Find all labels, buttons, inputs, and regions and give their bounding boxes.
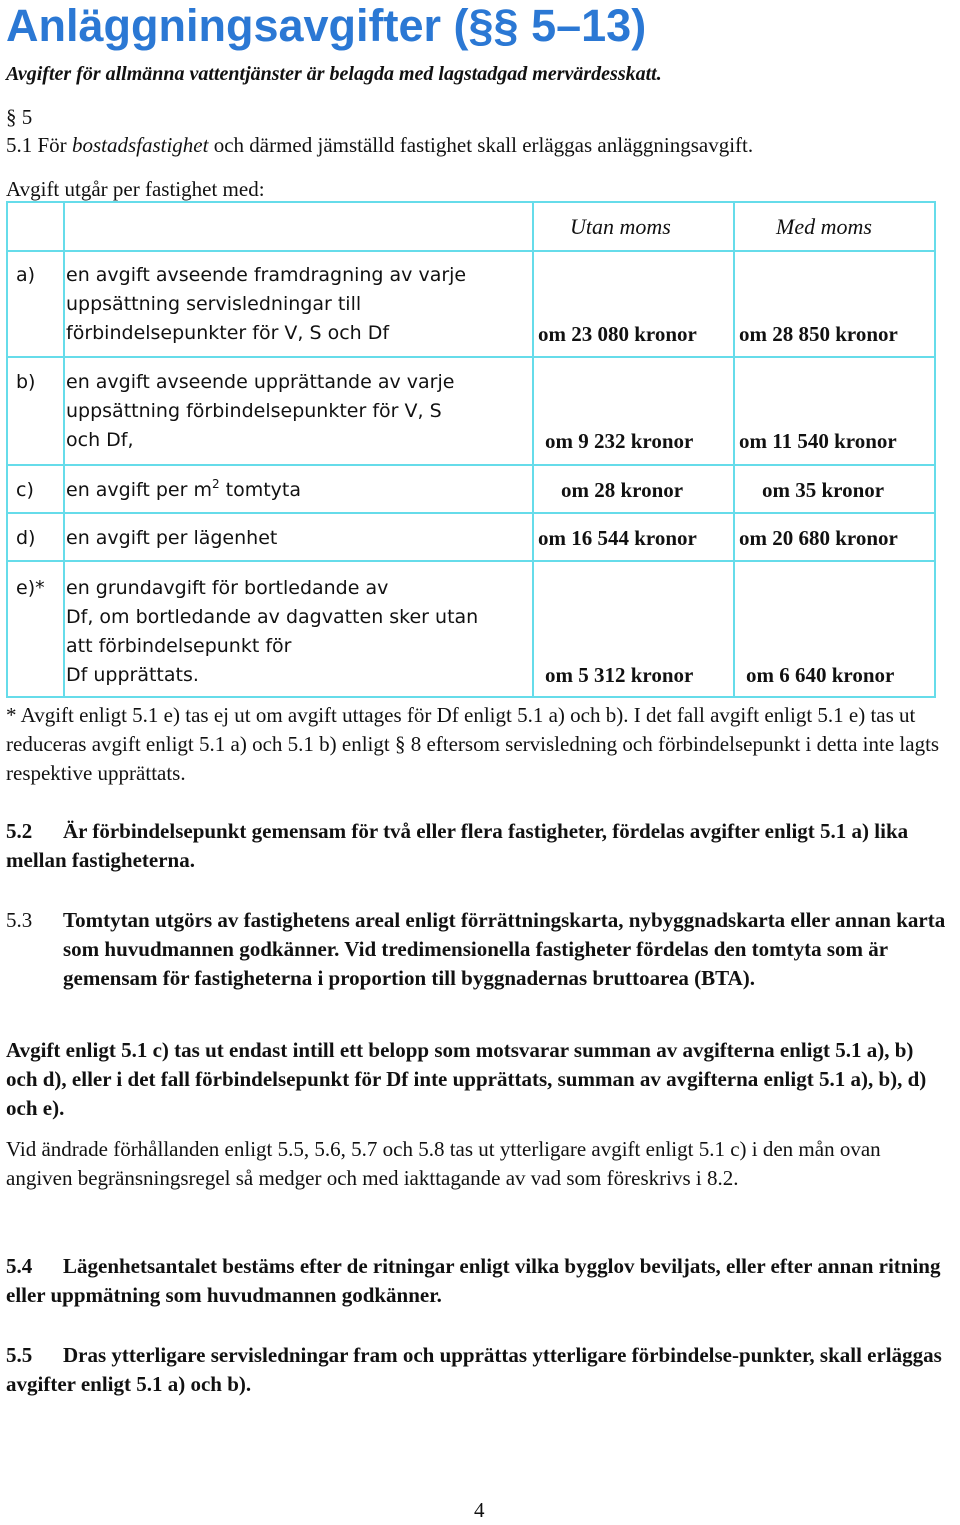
row-b-desc-3: och Df, (66, 429, 134, 451)
s52-text: Är förbindelsepunkt gemensam för två eller flera fastigheter, fördelas avgifter enligt 5.1 a) lika mellan fastigheterna. (6, 819, 909, 872)
row-e-desc-3: att förbindelsepunkt för (66, 635, 292, 657)
fee-table (6, 201, 936, 698)
row-c-text: en avgift per m (66, 479, 212, 501)
table-border (63, 201, 65, 698)
table-border (6, 356, 936, 358)
row-c-text-after: tomtyta (219, 479, 302, 501)
row-a-label: a) (16, 264, 36, 286)
row-b-label: b) (16, 371, 36, 393)
row-e-without-vat: om 5 312 kronor (545, 663, 694, 687)
s51-prefix: 5.1 För (6, 133, 72, 157)
table-border (6, 201, 8, 698)
row-d-label: d) (16, 527, 36, 549)
table-border (6, 464, 936, 466)
row-e-label: e)* (16, 577, 45, 599)
row-e-with-vat: om 6 640 kronor (746, 663, 895, 687)
row-b-without-vat: om 9 232 kronor (545, 429, 694, 453)
changed-conditions-paragraph: Vid ändrade förhållanden enligt 5.5, 5.6, 5.7 och 5.8 tas ut ytterligare avgift enligt 5.1 c) i den mån ovan angiven begränsningsregel så medger och med iakttagande av vad som föreskrivs i 8.2. (6, 1137, 881, 1190)
row-d-desc: en avgift per lägenhet (66, 527, 278, 549)
section-5-1-intro (6, 131, 753, 160)
table-border (532, 201, 534, 698)
header-without-vat: Utan moms (570, 214, 671, 239)
row-c-sup: 2 (211, 477, 220, 491)
section-5-5 (6, 1341, 946, 1399)
row-c-with-vat: om 35 kronor (762, 478, 885, 502)
row-a-desc-2: uppsättning servisledningar till (66, 293, 362, 315)
row-a-desc-1: en avgift avseende framdragning av varje (66, 264, 467, 286)
s51-italic: bostadsfastighet (71, 133, 209, 157)
table-border (6, 250, 936, 252)
row-a-desc-3: förbindelsepunkter för V, S och Df (66, 322, 390, 344)
s54-number: 5.4 (6, 1254, 33, 1278)
row-e-desc-2: Df, om bortledande av dagvatten sker utan (66, 606, 479, 628)
table-border (6, 696, 936, 698)
row-d-with-vat: om 20 680 kronor (739, 526, 898, 550)
s55-text: Dras ytterligare servisledningar fram och upprättas ytterligare förbindelse-punkter, skall erläggas avgifter enligt 5.1 a) och b). (6, 1343, 942, 1396)
row-e-desc-4: Df upprättats. (66, 664, 199, 686)
row-b-with-vat: om 11 540 kronor (739, 429, 897, 453)
footnote: * Avgift enligt 5.1 e) tas ej ut om avgift uttages för Df enligt 5.1 a) och b). I det fall avgift enligt 5.1 e) tas ut reduceras avgift enligt 5.1 a) och 5.1 b) enligt § 8 eftersom servisledning och förbindelsepunkt i detta inte lagts respektive upprättats. (6, 703, 940, 785)
s52-number: 5.2 (6, 819, 33, 843)
row-c-desc (66, 476, 301, 505)
section-5-4 (6, 1252, 946, 1310)
table-border (733, 201, 735, 698)
row-b-desc-2: uppsättning förbindelsepunkter för V, S (66, 400, 442, 422)
s53-text: Tomtytan utgörs av fastighetens areal enligt förrättningskarta, nybyggnadskarta eller annan karta som huvudmannen godkänner. Vid tredimensionella fastigheter fördelas den tomtyta som är gemensam för fastigheterna i proportion till byggnadernas bruttoarea (BTA). (63, 908, 946, 990)
s51-line2: Avgift utgår per fastighet med: (6, 177, 265, 201)
page-number: 4 (474, 1498, 485, 1522)
s51-suffix: och därmed jämställd fastighet skall erläggas anläggningsavgift. (208, 133, 754, 157)
s53-number: 5.3 (6, 908, 33, 932)
row-a-without-vat: om 23 080 kronor (538, 322, 697, 346)
s54-text: Lägenhetsantalet bestäms efter de ritningar enligt vilka bygglov beviljats, eller efter annan ritning eller uppmätning som huvudmannen godkänner. (6, 1254, 941, 1307)
row-c-label: c) (16, 479, 34, 501)
row-c-without-vat: om 28 kronor (561, 478, 684, 502)
table-border (6, 201, 936, 203)
s55-number: 5.5 (6, 1343, 33, 1367)
section-number: § 5 (6, 105, 33, 129)
table-border (6, 512, 936, 514)
avgift-c-paragraph: Avgift enligt 5.1 c) tas ut endast intill ett belopp som motsvarar summan av avgifterna enligt 5.1 a), b) och d), eller i det fall förbindelsepunkt för Df inte upprättats, summan av avgifterna enligt 5.1 a), b), d) och e). (6, 1038, 927, 1120)
row-d-without-vat: om 16 544 kronor (538, 526, 697, 550)
row-b-desc-1: en avgift avseende upprättande av varje (66, 371, 455, 393)
row-e-desc-1: en grundavgift för bortledande av (66, 577, 389, 599)
section-5-2 (6, 817, 946, 875)
section-5-3 (6, 906, 946, 993)
header-with-vat: Med moms (776, 214, 872, 239)
page-title: Anläggningsavgifter (§§ 5–13) (6, 0, 647, 51)
vat-note: Avgifter för allmänna vattentjänster är belagda med lagstadgad mervärdesskatt. (6, 63, 662, 85)
table-border (934, 201, 936, 698)
table-border (6, 560, 936, 562)
row-a-with-vat: om 28 850 kronor (739, 322, 898, 346)
